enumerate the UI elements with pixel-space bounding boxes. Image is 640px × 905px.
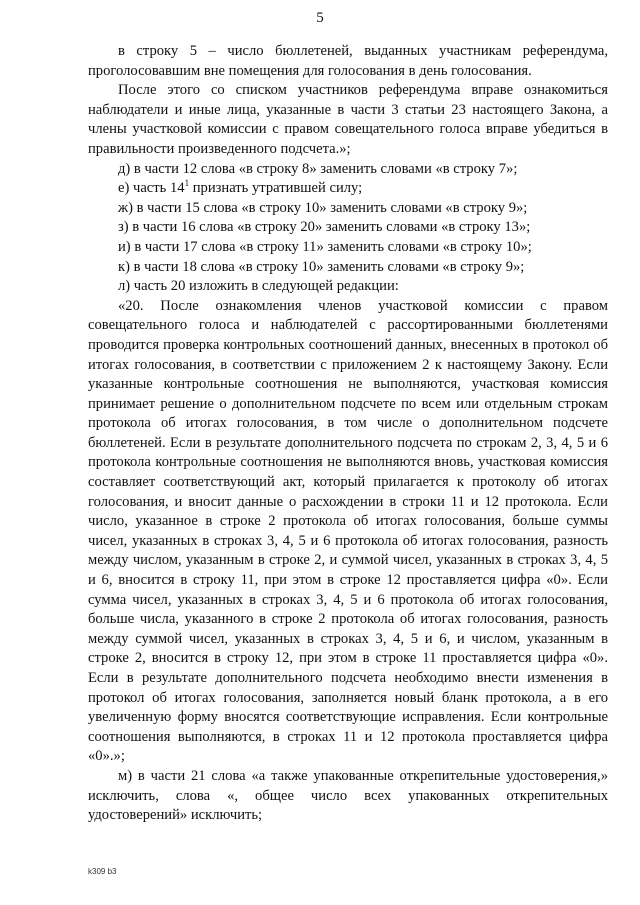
document-body <box>88 42 608 826</box>
page-number: 5 <box>316 10 324 26</box>
list-item-k: к) в части 18 слова «в строку 10» заменить словами «в строку 9»; <box>118 258 525 275</box>
list-item-e <box>88 179 608 199</box>
list-item-i: и) в части 17 слова «в строку 11» заменить словами «в строку 10»; <box>118 238 532 255</box>
list-item-z: з) в части 16 слова «в строку 20» заменить словами «в строку 13»; <box>118 219 531 236</box>
paragraph-part-20: «20. После ознакомления членов участковой комиссии с правом совещательного голоса и наблюдателей с рассортированными бюллетенями проводится проверка контрольных соотношений данных, внесенных в протокол об итогах голосования, в соответствии с приложением 2 к настоящему Закону. Если указанные контрольные соотношения не выполняются, участковая комиссия принимает решение о дополнительном подсчете по всем или отдельным строкам протокола об итогах голосования, в том числе о дополнительном подсчете бюллетеней. Если в результате дополнительного подсчета по строкам 2, 3, 4, 5 и 6 протокола контрольные соотношения не выполняются вновь, участковая комиссия составляет соответствующий акт, который прилагается к протоколу об итогах голосования, и вносит данные о расхождении в строки 11 и 12 протокола. Если число, указанное в строке 2 протокола об итогах голосования, больше суммы чисел, указанных в строках 3, 4, 5 и 6 протокола об итогах голосования, разность между числом, указанным в строке 2, и суммой чисел, указанных в строках 3, 4, 5 и 6, вносится в строку 11, при этом в строке 12 проставляется цифра «0». Если сумма чисел, указанных в строках 3, 4, 5 и 6 протокола об итогах голосования, больше числа, указанного в строке 2 протокола об итогах голосования, разность между суммой чисел, указанных в строках 3, 4, 5 и 6, и числом, указанным в строке 2, вносится в строку 12, при этом в строке 11 проставляется цифра «0». Если в результате дополнительного подсчета необходимо внести изменения в протокол об итогах голосования, заполняется новый бланк протокола, а в его увеличенную форму вносятся соответствующие исправления. Если контрольные соотношения выполняются, в строках 11 и 12 протокола проставляется цифра «0».»; <box>88 297 608 765</box>
list-item-zh: ж) в части 15 слова «в строку 10» заменить словами «в строку 9»; <box>118 199 528 216</box>
footer-code: k309 b3 <box>88 867 117 876</box>
list-item-e-text: е) часть 14 <box>118 180 185 197</box>
list-item-e-superscript: 1 <box>184 178 190 189</box>
paragraph-observers: После этого со списком участников референдума вправе ознакомиться наблюдатели и иные лица, указанные в части 3 статьи 23 настоящего Закона, а члены участковой комиссии с правом совещательного голоса вправе убедиться в правильности произведенного подсчета.»; <box>88 82 608 157</box>
list-item-l: л) часть 20 изложить в следующей редакции: <box>118 278 399 295</box>
list-item-m: м) в части 21 слова «а также упакованные открепительные удостоверения,» исключить, слова «, общее число всех упакованных открепительных удостоверений» исключить; <box>88 767 608 824</box>
list-item-d: д) в части 12 слова «в строку 8» заменить словами «в строку 7»; <box>118 160 518 177</box>
list-item-e-text-end: признать утратившей силу; <box>189 180 363 197</box>
paragraph-line5-continuation: в строку 5 – число бюллетеней, выданных участникам референдума, проголосовавшим вне помещения для голосования в день голосования. <box>88 43 608 79</box>
